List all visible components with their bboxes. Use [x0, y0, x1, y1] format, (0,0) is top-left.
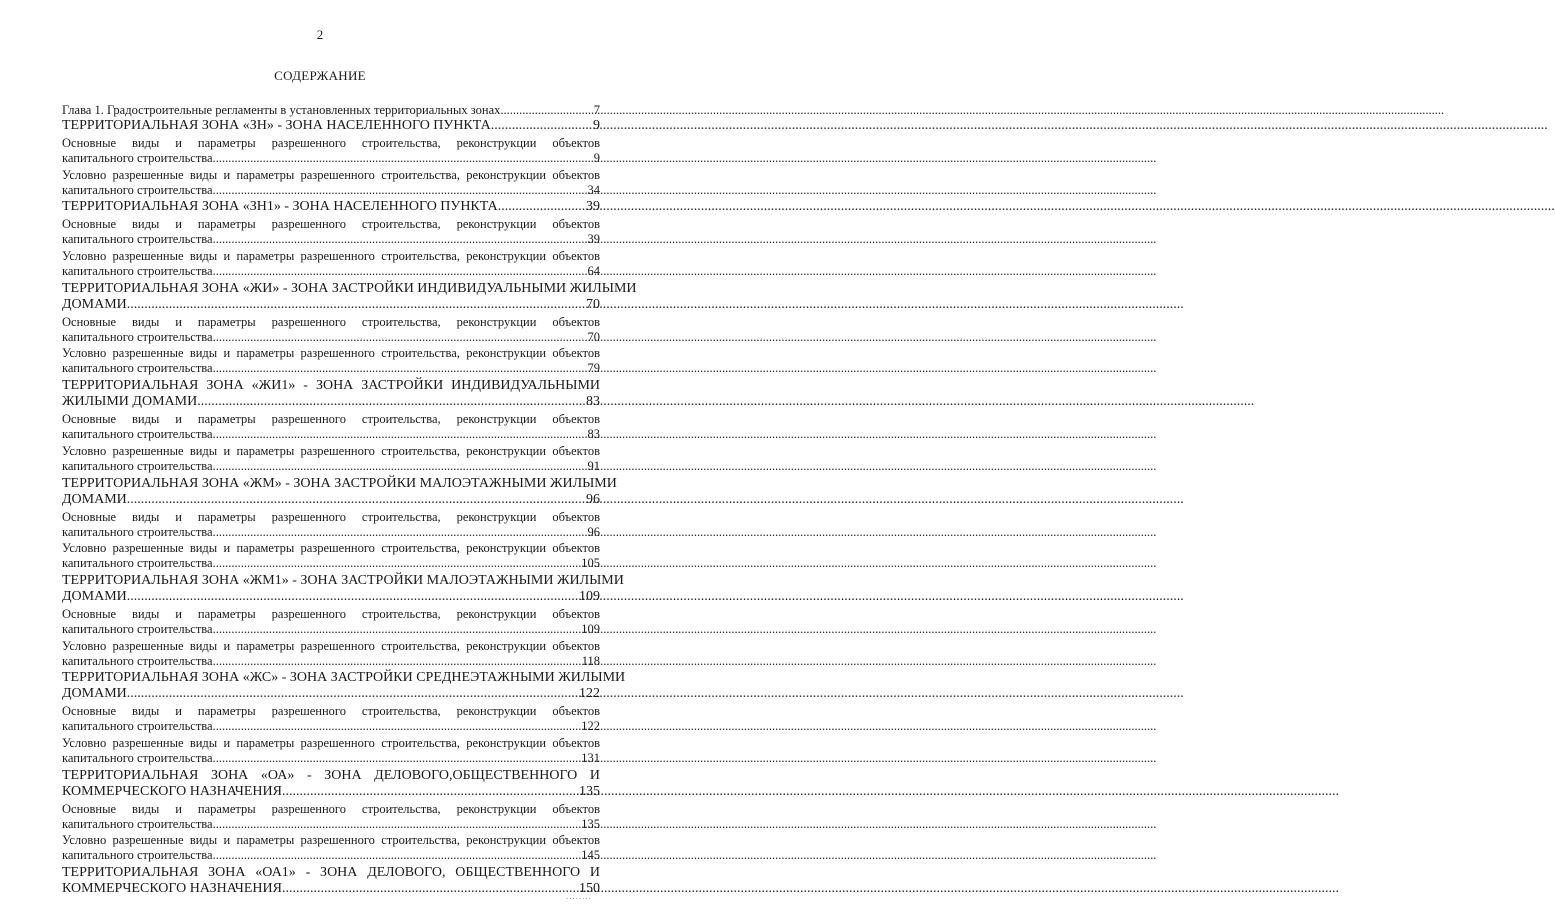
toc-entry-title: капитального строительства: [62, 621, 213, 636]
toc-entry-page-number: 122: [579, 686, 600, 702]
toc-entry-title-line1: Основные виды и параметры разрешенного строительства, реконструкции объектов: [62, 801, 600, 816]
toc-entry-row: [62, 394, 600, 410]
toc-entry-row: [62, 361, 600, 376]
toc-entry[interactable]: [62, 103, 600, 118]
toc-entry-title: ДОМАМИ: [62, 296, 127, 312]
toc-entry-page-number: 96: [586, 491, 600, 507]
toc-entry-title: ДОМАМИ: [62, 491, 127, 507]
toc-entry-title-line1: Условно разрешенные виды и параметры разрешенного строительства, реконструкции объектов: [62, 833, 600, 848]
dot-leader: [127, 492, 585, 508]
dot-leader: [213, 719, 581, 734]
toc-entry-page-number: 135: [579, 783, 600, 799]
toc-entry-title: капитального строительства: [62, 182, 213, 197]
toc-entry[interactable]: [62, 136, 600, 166]
toc-entry-page-number: 9: [593, 151, 600, 165]
dot-leader: [213, 817, 581, 832]
toc-entry-row: [62, 297, 600, 313]
toc-entry-page-number: 118: [581, 653, 600, 668]
toc-entry-page-number: 150: [579, 881, 600, 896]
toc-entry[interactable]: [62, 217, 600, 247]
toc-entry-row: [62, 751, 600, 766]
toc-entry-row: [62, 622, 600, 637]
dot-leader: [213, 751, 581, 766]
dot-leader: [213, 232, 587, 247]
dot-leader: [213, 556, 581, 571]
dot-leader: [213, 183, 587, 198]
dot-leader: [213, 525, 587, 540]
dot-leader: [282, 881, 578, 897]
dot-leader: [213, 848, 581, 863]
dot-leader: [213, 427, 587, 442]
toc-entry-title: капитального строительства: [62, 816, 213, 831]
toc-entry-row: [62, 232, 600, 247]
dot-leader: [213, 361, 587, 376]
toc-entry-title: капитального строительства: [62, 361, 213, 376]
toc-entry-page-number: 109: [581, 621, 600, 636]
toc-entry-title-line1: Основные виды и параметры разрешенного строительства, реконструкции объектов: [62, 509, 600, 524]
toc-entry-row: [62, 686, 600, 702]
toc-entry-title: капитального строительства: [62, 427, 213, 442]
toc-entry[interactable]: [62, 168, 600, 198]
toc-entry[interactable]: [62, 802, 600, 832]
toc-entry-title-line1: Условно разрешенные виды и параметры разрешенного строительства, реконструкции объектов: [62, 541, 600, 556]
toc-entry-row: [62, 492, 600, 508]
toc-entry[interactable]: [62, 865, 600, 897]
toc-entry[interactable]: [62, 670, 626, 702]
toc-entry-title-line1: Основные виды и параметры разрешенного строительства, реконструкции объектов: [62, 704, 600, 719]
toc-entry[interactable]: [62, 704, 600, 734]
dot-leader: [213, 459, 587, 474]
toc-entry-page-number: 7: [593, 103, 600, 117]
toc-entry[interactable]: [62, 280, 637, 313]
toc-entry[interactable]: [62, 118, 600, 134]
toc-entry[interactable]: [62, 572, 624, 605]
toc-entry-row: [62, 118, 600, 134]
toc-entry[interactable]: [62, 199, 600, 215]
dot-leader: [213, 264, 587, 279]
toc-entry-row: [62, 589, 600, 605]
toc-entry[interactable]: [62, 249, 600, 279]
toc-entry[interactable]: [62, 736, 600, 766]
toc-entry-title: ЖИЛЫМИ ДОМАМИ: [62, 394, 198, 410]
toc-entry-title-line1: Основные виды и параметры разрешенного строительства, реконструкции объектов: [62, 136, 600, 150]
toc-entry-title: КОММЕРЧЕСКОГО НАЗНАЧЕНИЯ: [62, 881, 282, 896]
toc-entry-page-number: 83: [587, 427, 600, 442]
toc-entry[interactable]: [62, 541, 600, 571]
dot-leader: [282, 784, 578, 800]
toc-entry[interactable]: [62, 833, 600, 863]
toc-entry[interactable]: [62, 607, 600, 637]
dot-leader: [213, 330, 587, 345]
toc-entry-title-line1: ТЕРРИТОРИАЛЬНАЯ ЗОНА «ЖМ» - ЗОНА ЗАСТРОЙКИ МАЛОЭТАЖНЫМИ ЖИЛЫМИ: [62, 475, 617, 491]
toc-entry-row: [62, 817, 600, 832]
dot-leader: [491, 118, 592, 134]
toc-entry[interactable]: [62, 412, 600, 442]
toc-entry-title: капитального строительства: [62, 524, 213, 539]
toc-title: СОДЕРЖАНИЕ: [274, 68, 366, 83]
toc-entry-row: [62, 525, 600, 540]
toc-entry[interactable]: [62, 639, 600, 669]
toc-entry-title-line1: Условно разрешенные виды и параметры разрешенного строительства, реконструкции объектов: [62, 167, 600, 182]
toc-entry-row: [62, 848, 600, 863]
toc-entry-row: [62, 784, 600, 800]
toc-entry-row: [62, 183, 600, 198]
toc-entry-title: КОММЕРЧЕСКОГО НАЗНАЧЕНИЯ: [62, 783, 282, 799]
toc-entry-title: капитального строительства: [62, 232, 213, 247]
toc-entry-title: Глава 1. Градостроительные регламенты в установленных территориальных зонах: [62, 103, 501, 117]
toc-entry-row: [62, 719, 600, 734]
dot-leader: [213, 622, 581, 637]
toc-entry-title-line1: ТЕРРИТОРИАЛЬНАЯ ЗОНА «ЖИ1» - ЗОНА ЗАСТРОЙКИ ИНДИВИДУАЛЬНЫМИ: [62, 378, 600, 394]
toc-entry[interactable]: [62, 378, 600, 410]
toc-entry-page-number: 70: [586, 296, 600, 312]
dot-leader: [127, 589, 578, 605]
toc-entry-page-number: 79: [587, 361, 600, 376]
toc-entry-page-number: 109: [579, 588, 600, 604]
dot-leader: [500, 103, 592, 118]
toc-entry-title-line1: Условно разрешенные виды и параметры разрешенного строительства, реконструкции объектов: [62, 249, 600, 264]
toc-entry[interactable]: [62, 315, 600, 345]
toc-entry-page-number: 39: [586, 199, 600, 215]
toc-entry[interactable]: [62, 346, 600, 376]
toc-entry-title: капитального строительства: [62, 719, 213, 734]
table-of-contents: [62, 103, 637, 899]
toc-entry-row: [62, 881, 600, 897]
toc-entry-row: [62, 151, 600, 166]
toc-entry-title: ТЕРРИТОРИАЛЬНАЯ ЗОНА «ЗН» - ЗОНА НАСЕЛЕННОГО ПУНКТА: [62, 118, 491, 133]
toc-entry-row: [62, 654, 600, 669]
toc-entry-title-line1: Основные виды и параметры разрешенного строительства, реконструкции объектов: [62, 314, 600, 329]
toc-entry-row: [62, 427, 600, 442]
toc-entry-title-line1: Основные виды и параметры разрешенного строительства, реконструкции объектов: [62, 412, 600, 427]
toc-entry-page-number: 105: [581, 556, 600, 571]
toc-entry-title-line1: ТЕРРИТОРИАЛЬНАЯ ЗОНА «ЖС» - ЗОНА ЗАСТРОЙКИ СРЕДНЕЭТАЖНЫМИ ЖИЛЫМИ: [62, 670, 626, 686]
toc-entry-row: [62, 199, 600, 215]
toc-entry-title: ДОМАМИ: [62, 588, 127, 604]
toc-entry-row: [62, 556, 600, 571]
toc-entry-title: ТЕРРИТОРИАЛЬНАЯ ЗОНА «ЗН1» - ЗОНА НАСЕЛЕННОГО ПУНКТА: [62, 199, 498, 215]
toc-entry-title-line1: Условно разрешенные виды и параметры разрешенного строительства, реконструкции объектов: [62, 638, 600, 653]
toc-entry-title: капитального строительства: [62, 750, 213, 765]
page-number: 2: [316, 27, 324, 42]
toc-entry-title: капитального строительства: [62, 264, 213, 279]
toc-entry-title-line1: ТЕРРИТОРИАЛЬНАЯ ЗОНА «ОА» - ЗОНА ДЕЛОВОГО,ОБЩЕСТВЕННОГО И: [62, 767, 600, 783]
toc-entry-title: капитального строительства: [62, 458, 213, 473]
toc-entry-title-line1: Условно разрешенные виды и параметры разрешенного строительства, реконструкции объектов: [62, 443, 600, 458]
dot-leader: [127, 686, 578, 702]
toc-entry-title-line1: ТЕРРИТОРИАЛЬНАЯ ЗОНА «ЖМ1» - ЗОНА ЗАСТРОЙКИ МАЛОЭТАЖНЫМИ ЖИЛЫМИ: [62, 572, 624, 588]
toc-entry[interactable]: [62, 444, 600, 474]
toc-entry-title: капитального строительства: [62, 653, 213, 668]
toc-entry-page-number: 91: [587, 458, 600, 473]
toc-entry-title-line1: Основные виды и параметры разрешенного строительства, реконструкции объектов: [62, 606, 600, 621]
dot-leader: [213, 151, 593, 166]
dot-leader: [127, 297, 585, 313]
footer-mark: ........: [566, 891, 592, 901]
dot-leader: [213, 654, 581, 669]
toc-entry-row: [62, 264, 600, 279]
toc-entry-page-number: 34: [587, 182, 600, 197]
toc-entry-page-number: 70: [587, 329, 600, 344]
toc-entry-page-number: 83: [586, 394, 600, 410]
toc-entry-page-number: 96: [587, 524, 600, 539]
toc-entry-title-line1: Основные виды и параметры разрешенного строительства, реконструкции объектов: [62, 217, 600, 232]
toc-entry-page-number: 122: [581, 719, 600, 734]
toc-entry-row: [62, 103, 600, 118]
toc-entry-page-number: 64: [587, 264, 600, 279]
toc-entry-title: капитального строительства: [62, 848, 213, 863]
toc-entry-page-number: 131: [581, 750, 600, 765]
toc-entry[interactable]: [62, 510, 600, 540]
toc-entry-page-number: 145: [581, 848, 600, 863]
toc-entry-page-number: 9: [593, 118, 600, 133]
toc-entry-row: [62, 459, 600, 474]
toc-entry[interactable]: [62, 768, 600, 800]
toc-entry-title-line1: ТЕРРИТОРИАЛЬНАЯ ЗОНА «ОА1» - ЗОНА ДЕЛОВОГО, ОБЩЕСТВЕННОГО И: [62, 865, 600, 880]
toc-entry-row: [62, 330, 600, 345]
toc-entry-title-line1: Условно разрешенные виды и параметры разрешенного строительства, реконструкции объектов: [62, 735, 600, 750]
toc-entry-page-number: 135: [581, 816, 600, 831]
toc-entry-title: капитального строительства: [62, 151, 213, 165]
toc-entry-title: капитального строительства: [62, 556, 213, 571]
toc-entry-title: ДОМАМИ: [62, 686, 127, 702]
toc-entry-title: капитального строительства: [62, 329, 213, 344]
toc-entry[interactable]: [62, 475, 617, 508]
dot-leader: [197, 394, 585, 410]
toc-entry-page-number: 39: [587, 232, 600, 247]
toc-entry-title-line1: ТЕРРИТОРИАЛЬНАЯ ЗОНА «ЖИ» - ЗОНА ЗАСТРОЙКИ ИНДИВИДУАЛЬНЫМИ ЖИЛЫМИ: [62, 280, 637, 296]
dot-leader: [498, 199, 585, 215]
toc-entry-title-line1: Условно разрешенные виды и параметры разрешенного строительства, реконструкции объектов: [62, 346, 600, 361]
